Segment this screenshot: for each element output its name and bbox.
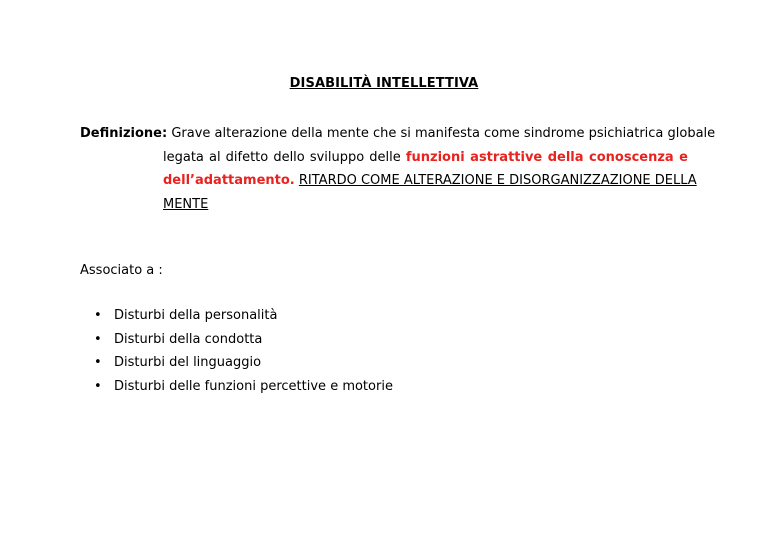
- definition-underlined-1: RITARDO COME ALTERAZIONE E DISORGANIZZAZIONE DELLA: [298, 173, 697, 188]
- definition-line-2: [163, 146, 688, 170]
- definition-line-3: [163, 169, 697, 193]
- list-item-text: Disturbi della personalità: [114, 308, 278, 323]
- bullet-icon: •: [94, 308, 102, 323]
- document-title: DISABILITÀ INTELLETTIVA: [289, 76, 479, 91]
- list-item: [94, 379, 393, 403]
- definition-continuation: [163, 146, 697, 217]
- definition-text-2: legata al difetto dello sviluppo delle: [163, 149, 406, 165]
- definition-text-1: Grave alterazione della mente che si manifesta come sindrome psichiatrica globale: [171, 126, 716, 141]
- list-item: [94, 355, 393, 379]
- definition-line-4: [163, 193, 688, 217]
- definition-highlight-2: dell’adattamento.: [163, 173, 295, 188]
- list-item-text: Disturbi del linguaggio: [114, 355, 262, 370]
- bullet-icon: •: [94, 355, 102, 370]
- list-item: [94, 332, 393, 356]
- definition-highlight-1: funzioni astrattive della conoscenza e: [405, 149, 688, 165]
- definition-label: Definizione:: [80, 126, 168, 141]
- bullet-icon: •: [94, 331, 102, 347]
- list-item-text: Disturbi della condotta: [114, 331, 263, 347]
- bullet-icon: •: [94, 378, 102, 394]
- list-item: [94, 308, 393, 332]
- list-item-text: Disturbi delle funzioni percettive e motorie: [114, 378, 393, 394]
- definition-block: [80, 122, 716, 216]
- definition-underlined-2: MENTE: [163, 196, 209, 212]
- associated-label: Associato a :: [80, 263, 163, 278]
- disorders-list: [94, 308, 393, 402]
- definition-line-1: [80, 122, 716, 146]
